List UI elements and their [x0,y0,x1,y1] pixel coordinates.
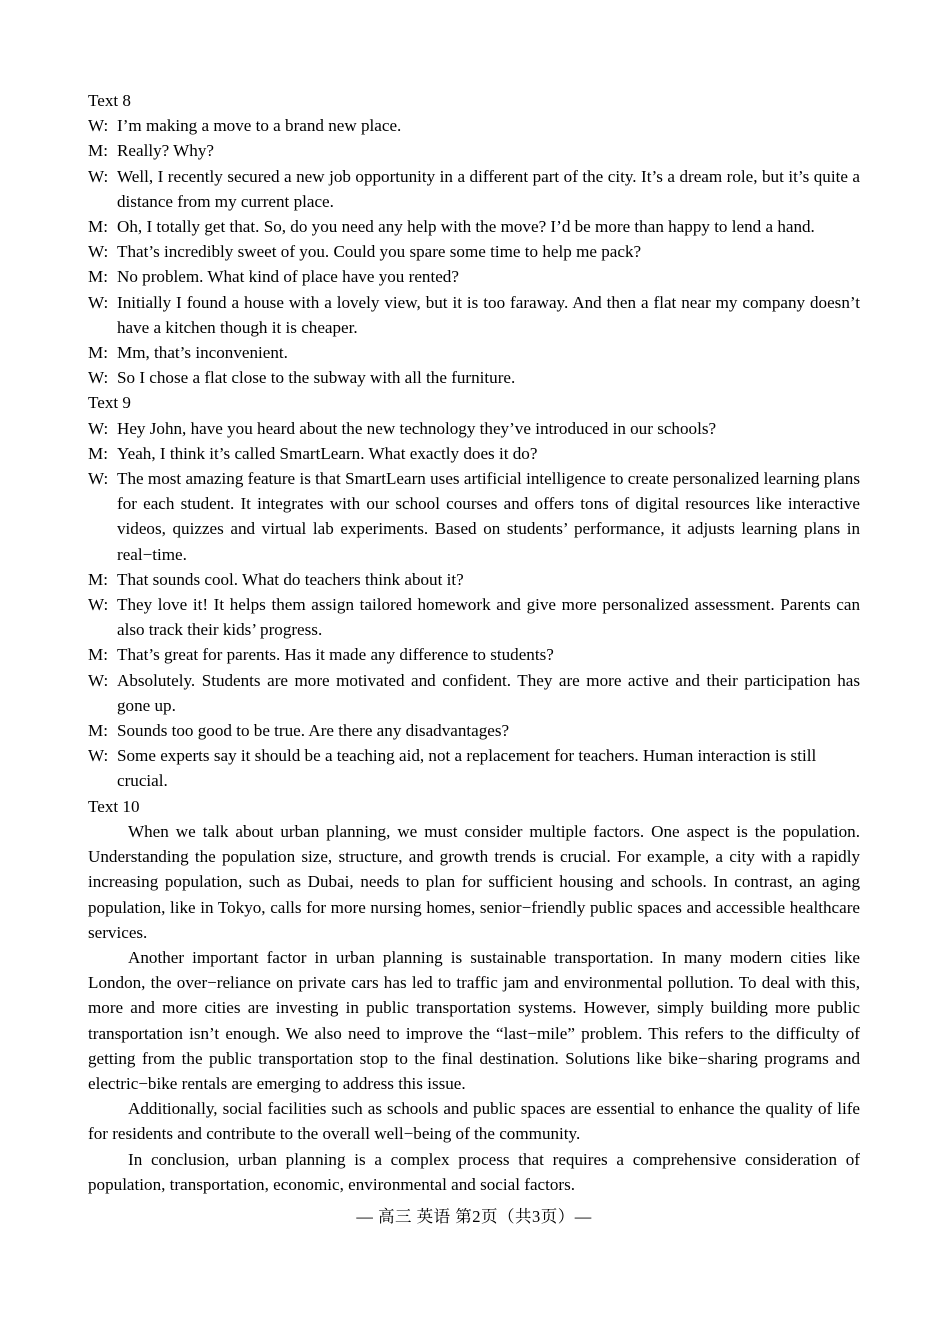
utterance-text: Mm, that’s inconvenient. [117,343,288,363]
speaker-label: M: [88,721,108,741]
dialogue-line [88,567,860,592]
utterance-text: So I chose a flat close to the subway with all the furniture. [117,368,516,388]
utterance-text: Well, I recently secured a new job opportunity in a different part of the city. It’s a dream role, but it’s quite a distance from my current place. [117,166,860,211]
speaker-label: M: [88,343,108,363]
dialogue-line [88,416,860,441]
utterance-text: Hey John, have you heard about the new technology they’ve introduced in our schools? [117,418,717,438]
page-footer: — 高三 英语 第2页（共3页）— [356,1206,592,1226]
dialogue-line [88,365,860,390]
dialogue-line [88,214,860,239]
utterance-text: That sounds cool. What do teachers think about it? [117,569,464,589]
section-heading-text-8: Text 8 [88,91,131,110]
speaker-label: W: [88,746,109,766]
dialogue-line [88,239,860,264]
monologue-paragraph: Another important factor in urban planning is sustainable transportation. In many modern cities like London, the over−reliance on private cars has led to traffic jam and environmental pollution. To deal with this, more and more cities are investing in public transportation systems. However, simply building more public transportation isn’t enough. We also need to improve the “last−mile” problem. This refers to the difficulty of getting from the public transportation stop to the final destination. Solutions like bike−sharing programs and electric−bike rentals are emerging to address this issue. [88,947,860,1093]
utterance-text: That’s great for parents. Has it made any difference to students? [117,645,554,665]
utterance-text: I’m making a move to a brand new place. [117,116,402,136]
speaker-label: W: [88,116,109,136]
section-heading-text-9: Text 9 [88,393,131,413]
speaker-label: M: [88,443,108,463]
speaker-label: M: [88,217,108,237]
dialogue-line [88,113,860,138]
utterance-text: Oh, I totally get that. So, do you need any help with the move? I’d be more than happy to lend a hand. [117,217,815,237]
monologue-paragraph: When we talk about urban planning, we must consider multiple factors. One aspect is the population. Understanding the population size, structure, and growth trends is crucial. For example, a city with a rapidly increasing population, such as Dubai, needs to plan for sufficient housing and schools. In contrast, an aging population, like in Tokyo, calls for more nursing homes, senior−friendly public spaces and accessible healthcare services. [88,821,860,942]
speaker-label: W: [88,292,109,312]
dialogue-line [88,642,860,667]
utterance-text: They love it! It helps them assign tailored homework and give more personalized assessment. Parents can also track their kids’ progress. [117,595,860,640]
utterance-text: The most amazing feature is that SmartLearn uses artificial intelligence to create personalized learning plans for each student. It integrates with our school courses and offers tons of digital resources like interactive videos, quizzes and virtual lab experiments. Based on students’ performance, it adjusts learning plans in real−time. [117,469,860,564]
dialogue-line [88,340,860,365]
utterance-text: Sounds too good to be true. Are there any disadvantages? [117,721,510,741]
utterance-text: Really? Why? [117,141,214,161]
speaker-label: W: [88,469,109,489]
speaker-label: M: [88,645,108,665]
utterance-text: Initially I found a house with a lovely view, but it is too faraway. And then a flat near my company doesn’t have a kitchen though it is cheaper. [117,292,860,337]
dialogue-line [88,164,860,214]
dialogue-line [88,138,860,163]
utterance-text: No problem. What kind of place have you rented? [117,267,459,287]
section-heading-text-10: Text 10 [88,796,140,816]
dialogue-line [88,290,860,340]
dialogue-line [88,668,860,718]
dialogue-line [88,592,860,642]
utterance-text: Absolutely. Students are more motivated and confident. They are more active and their participation has gone up. [117,670,860,715]
dialogue-line [88,264,860,289]
dialogue-line [88,441,860,466]
speaker-label: M: [88,569,108,589]
speaker-label: W: [88,670,109,690]
monologue-paragraph: Additionally, social facilities such as schools and public spaces are essential to enhance the quality of life for residents and contribute to the overall well−being of the community. [88,1099,860,1144]
utterance-text: Yeah, I think it’s called SmartLearn. What exactly does it do? [117,443,538,463]
speaker-label: M: [88,267,108,287]
speaker-label: W: [88,166,109,186]
speaker-label: M: [88,141,108,161]
dialogue-line [88,743,860,793]
utterance-text: That’s incredibly sweet of you. Could you spare some time to help me pack? [117,242,642,262]
transcript-body [88,88,860,1229]
speaker-label: W: [88,595,109,615]
speaker-label: W: [88,368,109,388]
speaker-label: W: [88,418,109,438]
speaker-label: W: [88,242,109,262]
monologue-paragraph: In conclusion, urban planning is a complex process that requires a comprehensive consideration of population, transportation, economic, environmental and social factors. [88,1149,860,1194]
dialogue-line [88,466,860,567]
utterance-text: Some experts say it should be a teaching aid, not a replacement for teachers. Human interaction is still crucial. [117,746,817,791]
dialogue-line [88,718,860,743]
